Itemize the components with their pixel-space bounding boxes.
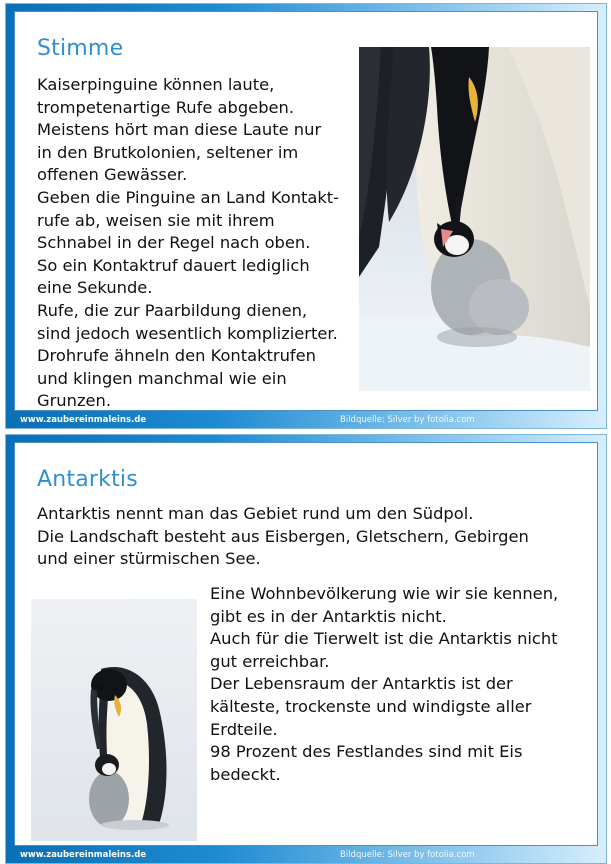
penguin-family-photo [31,599,197,841]
footer-website: www.zaubereinmaleins.de [20,415,147,425]
antarktis-intro-text: Antarktis nennt man das Gebiet rund um den Südpol. Die Landschaft besteht aus Eisbergen, Gletschern, Gebirgen und einer stürmischen See. [37,504,529,569]
antarktis-card-content [14,442,598,846]
stimme-text: Kaiserpinguine können laute, trompetenartige Rufe abgeben. Meistens hört man diese Laute nur in den Brutkolonien, seltener im offenen Gewässer. Geben die Pinguine an Land Kontakt- rufe ab, weisen sie mit ihrem Schnabel in der Regel nach oben. So ein Kontaktruf dauert lediglich eine Sekunde. Rufe, die zur Paarbildung dienen, sind jedoch wesentlich komplizierter. Drohrufe ähneln den Kontaktrufen und klingen manchmal wie ein Grunzen. [37,75,340,411]
antarktis-text: Eine Wohnbevölkerung wie wir sie kennen, gibt es in der Antarktis nicht. Auch für die Tierwelt ist die Antarktis nicht gut erreichbar. Der Lebensraum der Antarktis ist der kälteste, trockenste und windigste aller Erdteile. 98 Prozent des Festlandes sind mit Eis bedeckt. [210,584,559,784]
footer-website: www.zaubereinmaleins.de [20,850,147,860]
stimme-card-content [14,11,598,411]
footer-image-source: Bildquelle: Silver by fotolia.com [340,850,475,860]
penguin-with-chick-photo [359,47,590,391]
antarktis-title: Antarktis [37,467,138,492]
penguin-photo-illustration [359,47,590,391]
penguin-family-illustration [31,599,197,841]
footer-image-source: Bildquelle: Silver by fotolia.com [340,415,475,425]
stimme-title: Stimme [37,36,124,61]
stimme-card [5,3,607,429]
antarktis-card [5,434,607,864]
